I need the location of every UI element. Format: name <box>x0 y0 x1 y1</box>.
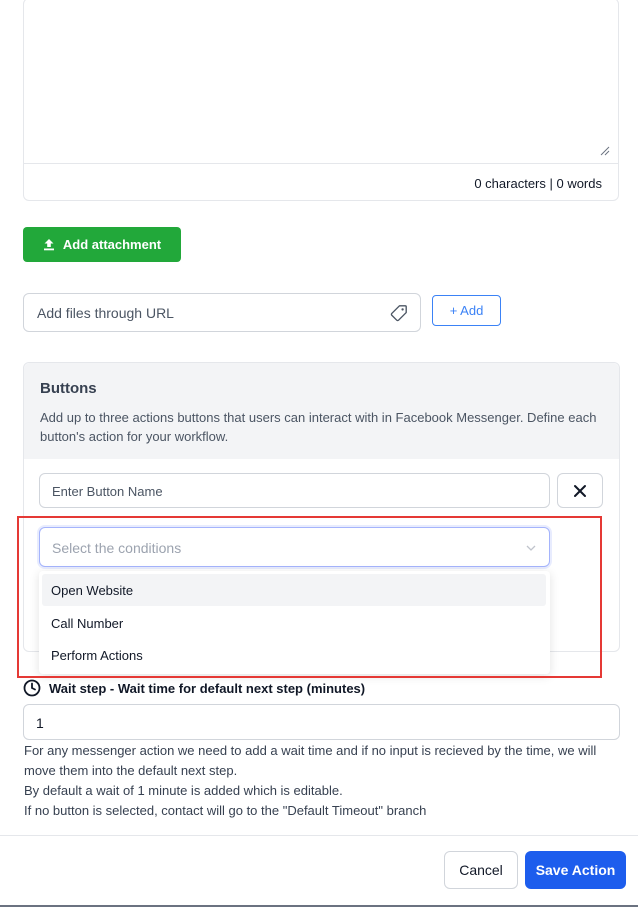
option-call-number[interactable]: Call Number <box>51 615 124 631</box>
buttons-header <box>24 363 619 459</box>
wait-time-input[interactable] <box>23 704 620 740</box>
option-perform-actions[interactable]: Perform Actions <box>51 647 143 663</box>
window-bottom-border <box>0 905 638 907</box>
conditions-dropdown <box>39 571 550 674</box>
buttons-description: Add up to three actions buttons that users can interact with in Facebook Messenger. Define each button's action for your workflow. <box>40 410 597 444</box>
footer-divider <box>0 835 638 836</box>
wait-step-title <box>23 679 365 697</box>
resize-handle-icon[interactable] <box>598 144 610 156</box>
add-attachment-label: Add attachment <box>62 237 162 252</box>
button-name-placeholder: Enter Button Name <box>52 484 163 499</box>
file-url-placeholder: Add files through URL <box>37 305 174 321</box>
conditions-select[interactable] <box>39 527 550 567</box>
buttons-title: Buttons <box>40 380 97 397</box>
file-url-input[interactable] <box>23 293 421 332</box>
wait-step-info <box>24 741 622 821</box>
upload-icon <box>43 238 55 251</box>
wait-step-label: Wait step - Wait time for default next step (minutes) <box>49 680 366 696</box>
editor-divider <box>24 163 618 164</box>
chevron-down-icon <box>525 542 537 554</box>
add-url-button[interactable]: + Add <box>432 295 501 326</box>
close-icon <box>573 484 587 498</box>
wait-time-value: 1 <box>36 715 44 731</box>
clock-icon <box>23 679 41 697</box>
save-action-button[interactable]: Save Action <box>525 851 626 889</box>
remove-button[interactable] <box>557 473 603 508</box>
wait-info-line: By default a wait of 1 minute is added which is editable. <box>24 783 343 798</box>
option-open-website[interactable]: Open Website <box>42 574 546 606</box>
button-name-input[interactable] <box>39 473 550 508</box>
cancel-button[interactable]: Cancel <box>444 851 518 889</box>
tag-icon[interactable] <box>390 304 408 322</box>
message-editor[interactable] <box>23 0 619 201</box>
wait-info-line: For any messenger action we need to add a wait time and if no input is recieved by the time, we will move them into the default next step. <box>24 743 597 778</box>
add-attachment-button[interactable] <box>23 227 181 262</box>
character-word-counter: 0 characters | 0 words <box>474 176 602 191</box>
conditions-placeholder: Select the conditions <box>52 540 182 556</box>
wait-info-line: If no button is selected, contact will go to the "Default Timeout" branch <box>24 803 427 818</box>
